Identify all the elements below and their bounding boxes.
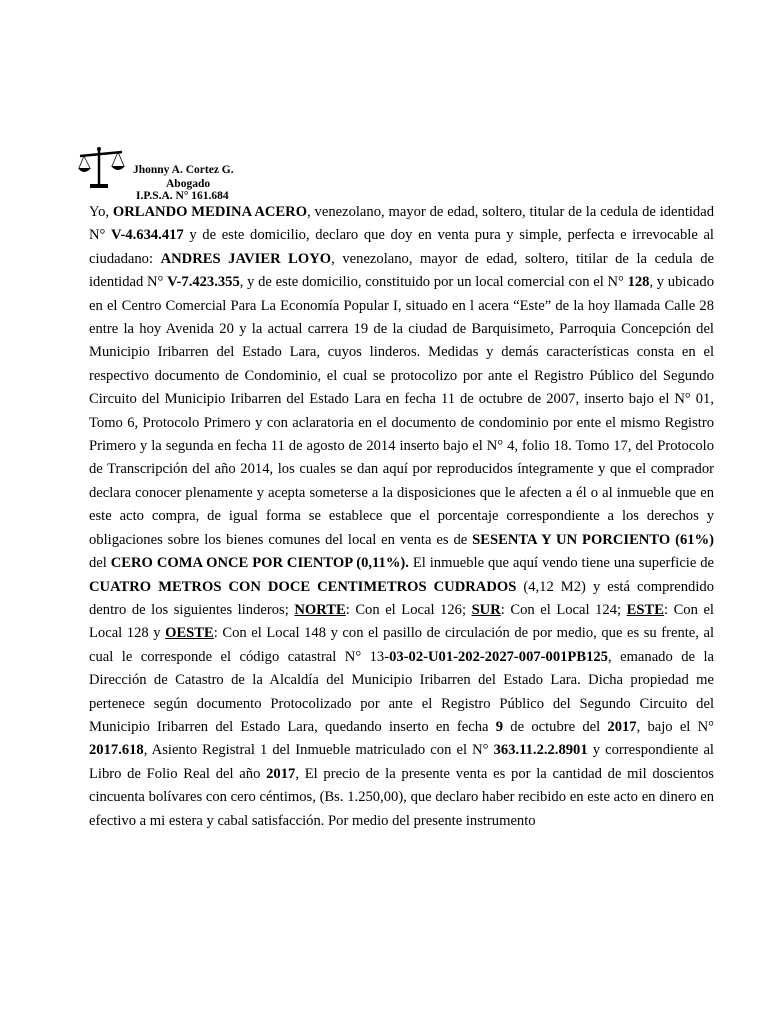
body-text-segment: Yo, (89, 204, 113, 220)
emphasis-text: CERO COMA ONCE POR CIENTOP (0,11%). (110, 555, 409, 572)
body-text-segment: : Con el Local 128 y (89, 601, 714, 642)
emphasis-text: ORLANDO MEDINA ACERO (112, 204, 308, 220)
emphasis-text: 2017 (607, 718, 637, 735)
emphasis-text: CUATRO METROS CON DOCE CENTIMETROS CUDRADOS (89, 578, 517, 595)
emphasis-text: ESTE (626, 601, 664, 618)
emphasis-text: 2017 (266, 765, 296, 782)
emphasis-text: V-4.634.417 (111, 227, 184, 244)
emphasis-text: 128 (627, 274, 650, 291)
body-text-segment: : Con el Local 124; (500, 601, 627, 618)
emphasis-text: 03-02-U01-202-2027-007-001PB125 (389, 648, 608, 665)
document-paragraph (89, 201, 714, 833)
body-text-segment: de octubre del (503, 718, 608, 735)
emphasis-text: 363.11.2.2.8901 (493, 742, 588, 759)
body-text-segment: , El precio de la presente venta es por la cantidad de mil doscientos cincuenta bolívares con cero céntimos, (Bs. 1.250,00), que declaro haber recibido en este acto en dinero en efectivo a mi estera y cabal satisfacción. Por medio del presente instrumento (89, 765, 714, 829)
emphasis-text: 2017.618 (89, 742, 144, 759)
body-text-segment: , venezolano, mayor de edad, soltero, titilar de la cedula de identidad N° (89, 250, 714, 291)
letterhead (78, 146, 278, 204)
lawyer-title: Abogado (166, 178, 211, 190)
body-text-segment: (4,12 M2) y está comprendido dentro de los siguientes linderos; (89, 578, 714, 618)
document-body (89, 201, 714, 833)
body-text-segment: , y ubicado en el Centro Comercial Para La Economía Popular I, situado en l acera “Este” de la hoy llamada Calle 28 entre la hoy Avenida 20 y la actual carrera 19 de la ciudad de Barquisimeto, Parroquia Concepción del Municipio Iribarren del Estado Lara, cuyos linderos. Medidas y demás características consta en el respectivo documento de Condominio, el cual se protocolizo por ante el Registro Público del Segundo Circuito del Municipio Iribarren del Estado Lara en fecha 11 de octubre de 2007, inserto bajo el N° 01, Tomo 6, Protocolo Primero y con aclaratoria en el documento de condominio por ente el mismo Registro Primero y la segunda en fecha 11 de agosto de 2014 inserto bajo el N° 4, folio 18. Tomo 17, del Protocolo de Transcripción del año 2014, los cuales se dan aquí por reproducidos íntegramente y que el comprador declara conocer plenamente y acepta someterse a la disposiciones que le afecten a él o al inmueble que en este acto compra, de igual forma se establece que el porcentaje correspondiente a los derechos y obligaciones sobre los bienes comunes del local en venta es de (89, 274, 714, 548)
body-text-segment: : Con el Local 126; (345, 601, 472, 618)
body-text-segment: , bajo el N° (636, 718, 714, 735)
body-text-segment: , emanado de la Dirección de Catastro de la Alcaldía del Municipio Iribarren del Estado Lara. Dicha propiedad me pertenece según documento Protocolizado por ante el Registro Público del Segundo Circuito del Municipio Iribarren del Estado Lara, quedando inserto en fecha (89, 648, 715, 735)
emphasis-text: ANDRES JAVIER LOYO (160, 250, 332, 267)
emphasis-text: NORTE (294, 601, 346, 618)
lawyer-name: Jhonny A. Cortez G. (133, 164, 234, 176)
lawyer-ipsa-number: I.P.S.A. N° 161.684 (136, 190, 229, 202)
body-text-segment: , y de este domicilio, constituido por un local comercial con el N° (239, 274, 628, 291)
emphasis-text: 9 (495, 718, 504, 735)
emphasis-text: V-7.423.355 (167, 274, 240, 291)
emphasis-text: SUR (471, 601, 501, 618)
emphasis-text: SESENTA Y UN PORCIENTO (61%) (472, 531, 714, 548)
body-text-segment: y correspondiente al Libro de Folio Real del año (89, 742, 714, 782)
body-text-segment: y de este domicilio, declaro que doy en venta pura y simple, perfecta e irrevocable al ciudadano: (89, 227, 714, 267)
emphasis-text: OESTE (165, 625, 214, 642)
body-text-segment: : Con el Local 148 y con el pasillo de circulación de por medio, que es su frente, al cual le corresponde el código catastral N° 13- (89, 625, 715, 665)
body-text-segment: El inmueble que aquí vendo tiene una superficie de (408, 555, 715, 572)
body-text-segment: , venezolano, mayor de edad, soltero, titular de la cedula de identidad N° (89, 204, 715, 244)
body-text-segment: del (89, 555, 111, 572)
body-text-segment: , Asiento Registral 1 del Inmueble matriculado con el N° (143, 742, 494, 759)
